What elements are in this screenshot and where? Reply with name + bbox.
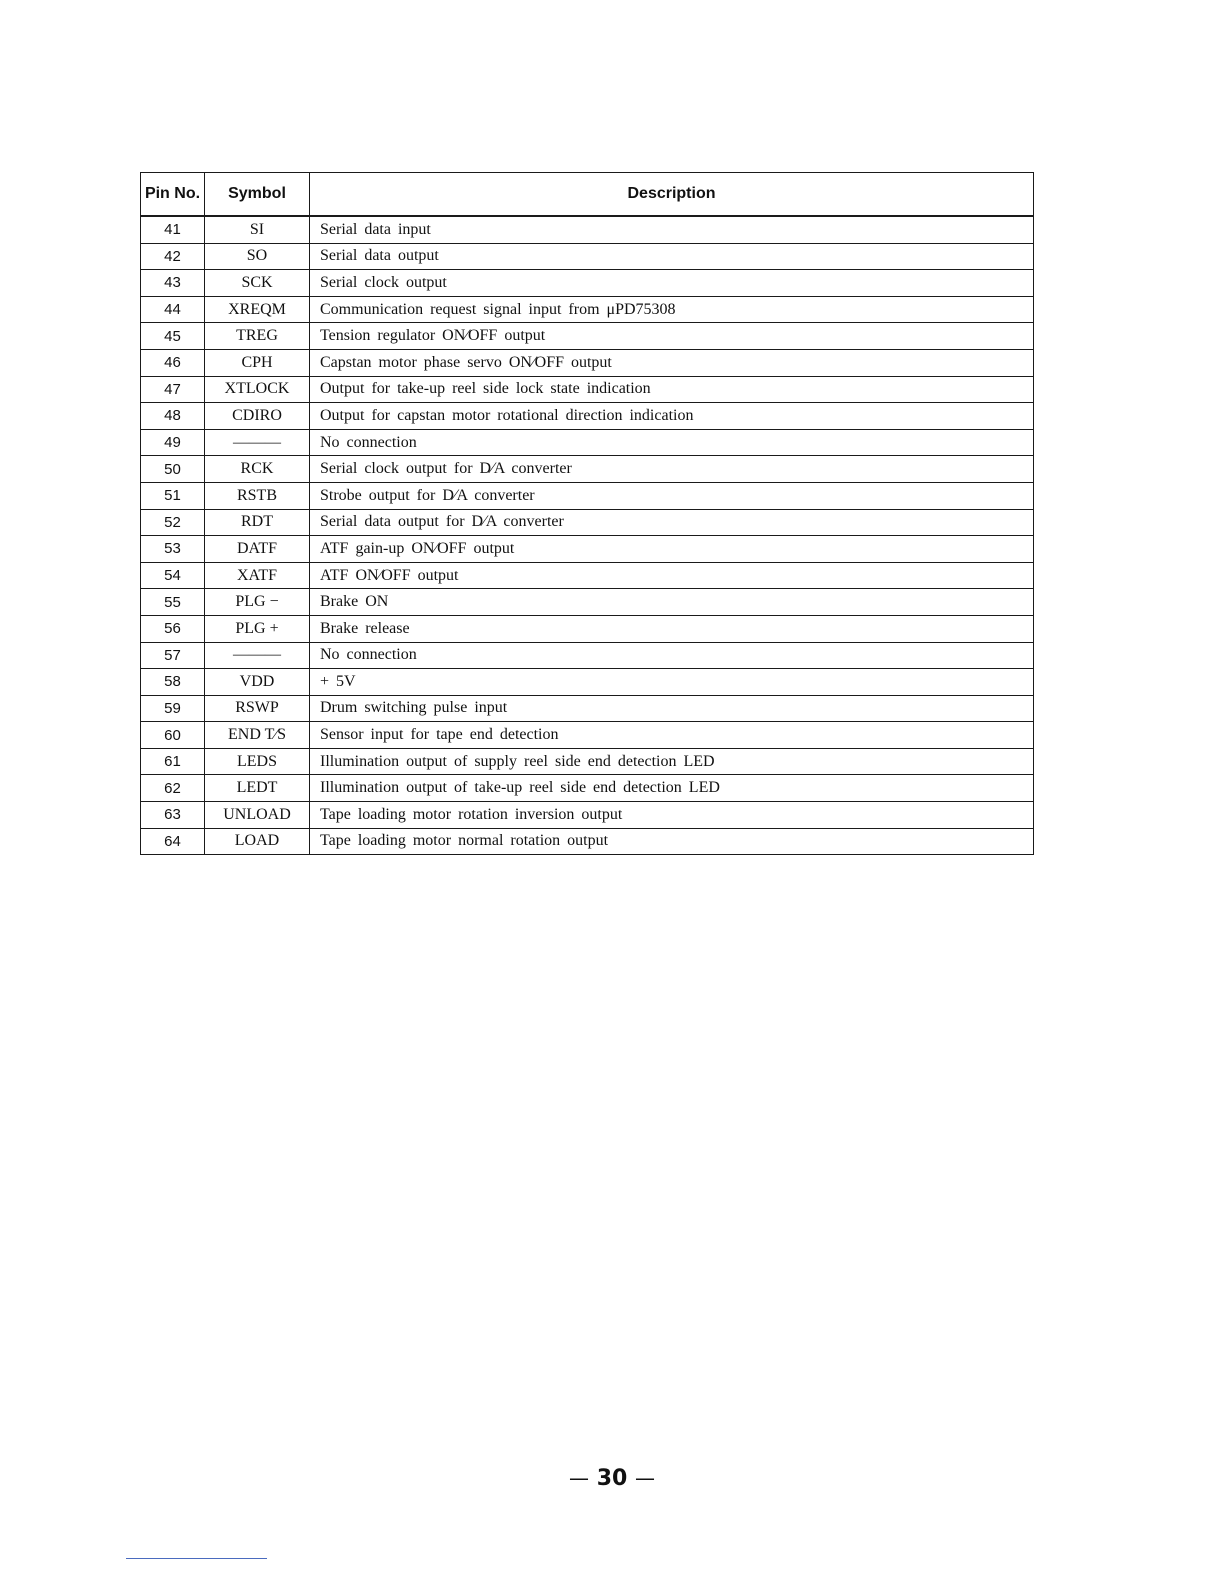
symbol-cell: LEDT bbox=[205, 775, 310, 802]
table-row bbox=[141, 456, 1034, 483]
pin-number-cell: 50 bbox=[141, 456, 205, 483]
pin-description-table bbox=[140, 172, 1034, 855]
page-number-dash-left: — bbox=[569, 1466, 590, 1490]
pin-number-cell: 64 bbox=[164, 832, 181, 850]
page-number-value: 30 bbox=[596, 1466, 628, 1491]
pin-number-cell: 49 bbox=[141, 429, 205, 456]
description-cell: Output for capstan motor rotational direction indication bbox=[310, 403, 1034, 430]
symbol-cell: ——— bbox=[205, 429, 310, 456]
page-number bbox=[0, 1466, 1224, 1491]
table-row bbox=[141, 243, 1034, 270]
pin-number-cell: 57 bbox=[141, 642, 205, 669]
symbol-cell: CPH bbox=[205, 349, 310, 376]
table-row bbox=[141, 828, 1034, 855]
symbol-cell: RSTB bbox=[205, 482, 310, 509]
pin-number-cell: 59 bbox=[141, 695, 205, 722]
table-row bbox=[141, 349, 1034, 376]
symbol-cell: DATF bbox=[205, 536, 310, 563]
table-row bbox=[141, 216, 1034, 243]
table-row bbox=[141, 536, 1034, 563]
table-row bbox=[141, 669, 1034, 696]
pin-number-cell: 55 bbox=[141, 589, 205, 616]
description-cell: Serial clock output bbox=[310, 270, 1034, 297]
pin-number-cell: 45 bbox=[141, 323, 205, 350]
table-row bbox=[141, 376, 1034, 403]
symbol-cell: SO bbox=[205, 243, 310, 270]
symbol-cell: LOAD bbox=[205, 828, 310, 855]
symbol-cell: RSWP bbox=[205, 695, 310, 722]
description-cell: ATF gain-up ON∕OFF output bbox=[310, 536, 1034, 563]
description-cell: No connection bbox=[310, 642, 1034, 669]
pin-number-cell: 54 bbox=[141, 562, 205, 589]
pin-number-cell: 53 bbox=[141, 536, 205, 563]
table-row bbox=[141, 323, 1034, 350]
description-cell: Illumination output of supply reel side end detection LED bbox=[310, 748, 1034, 775]
pin-number-cell: 63 bbox=[141, 802, 205, 829]
pin-number-cell: 61 bbox=[141, 748, 205, 775]
symbol-cell: END T∕S bbox=[205, 722, 310, 749]
table-row bbox=[141, 562, 1034, 589]
table-row bbox=[141, 695, 1034, 722]
pin-number-cell: 48 bbox=[141, 403, 205, 430]
description-cell: Tension regulator ON∕OFF output bbox=[310, 323, 1034, 350]
description-cell: Tape loading motor normal rotation output bbox=[310, 828, 1034, 855]
table-row bbox=[141, 748, 1034, 775]
symbol-cell: PLG + bbox=[205, 615, 310, 642]
table-row bbox=[141, 589, 1034, 616]
description-cell: Serial clock output for D∕A converter bbox=[310, 456, 1034, 483]
description-cell: Sensor input for tape end detection bbox=[310, 722, 1034, 749]
pin-number-cell: 52 bbox=[141, 509, 205, 536]
pin-number-cell: 41 bbox=[141, 216, 205, 243]
pin-number-cell: 42 bbox=[141, 243, 205, 270]
table-row bbox=[141, 296, 1034, 323]
table-row bbox=[141, 509, 1034, 536]
footer-rule bbox=[126, 1558, 267, 1559]
pin-number-cell: 60 bbox=[141, 722, 205, 749]
pin-number-cell: 46 bbox=[141, 349, 205, 376]
description-cell: Drum switching pulse input bbox=[310, 695, 1034, 722]
table-row bbox=[141, 615, 1034, 642]
symbol-cell: RCK bbox=[205, 456, 310, 483]
table-header-row bbox=[141, 173, 1034, 217]
pin-number-cell: 43 bbox=[141, 270, 205, 297]
description-cell: Brake ON bbox=[310, 589, 1034, 616]
pin-number-cell: 62 bbox=[141, 775, 205, 802]
symbol-cell: ——— bbox=[205, 642, 310, 669]
description-cell: + 5V bbox=[310, 669, 1034, 696]
table-row bbox=[141, 775, 1034, 802]
description-cell: Strobe output for D∕A converter bbox=[310, 482, 1034, 509]
symbol-cell: SCK bbox=[205, 270, 310, 297]
table-row bbox=[141, 403, 1034, 430]
table-row bbox=[141, 722, 1034, 749]
header-symbol: Symbol bbox=[205, 173, 310, 217]
symbol-cell: LEDS bbox=[205, 748, 310, 775]
pin-number-cell: 56 bbox=[141, 615, 205, 642]
symbol-cell: XTLOCK bbox=[205, 376, 310, 403]
symbol-cell: CDIRO bbox=[205, 403, 310, 430]
symbol-cell: UNLOAD bbox=[205, 802, 310, 829]
page-number-dash-right: — bbox=[634, 1466, 655, 1490]
pin-number-cell: 47 bbox=[141, 376, 205, 403]
symbol-cell: XATF bbox=[205, 562, 310, 589]
symbol-cell: SI bbox=[205, 216, 310, 243]
description-cell: Capstan motor phase servo ON∕OFF output bbox=[310, 349, 1034, 376]
pin-number-cell: 44 bbox=[141, 296, 205, 323]
table-row bbox=[141, 429, 1034, 456]
description-cell: Illumination output of take-up reel side end detection LED bbox=[310, 775, 1034, 802]
table-row bbox=[141, 270, 1034, 297]
description-cell: Serial data input bbox=[310, 216, 1034, 243]
header-description: Description bbox=[310, 173, 1034, 217]
pin-number-cell: 58 bbox=[141, 669, 205, 696]
description-cell: Brake release bbox=[310, 615, 1034, 642]
table-row bbox=[141, 642, 1034, 669]
table-row bbox=[141, 802, 1034, 829]
table-body bbox=[141, 216, 1034, 855]
description-cell: Communication request signal input from μPD75308 bbox=[310, 296, 1034, 323]
description-cell: No connection bbox=[310, 429, 1034, 456]
description-cell: Serial data output bbox=[310, 243, 1034, 270]
symbol-cell: VDD bbox=[205, 669, 310, 696]
description-cell: Output for take-up reel side lock state indication bbox=[310, 376, 1034, 403]
symbol-cell: RDT bbox=[205, 509, 310, 536]
symbol-cell: TREG bbox=[205, 323, 310, 350]
header-pin-no: Pin No. bbox=[141, 173, 205, 217]
table-row bbox=[141, 482, 1034, 509]
description-cell: Tape loading motor rotation inversion output bbox=[310, 802, 1034, 829]
symbol-cell: PLG − bbox=[205, 589, 310, 616]
symbol-cell: XREQM bbox=[205, 296, 310, 323]
description-cell: Serial data output for D∕A converter bbox=[310, 509, 1034, 536]
pin-number-cell: 51 bbox=[141, 482, 205, 509]
description-cell: ATF ON∕OFF output bbox=[310, 562, 1034, 589]
